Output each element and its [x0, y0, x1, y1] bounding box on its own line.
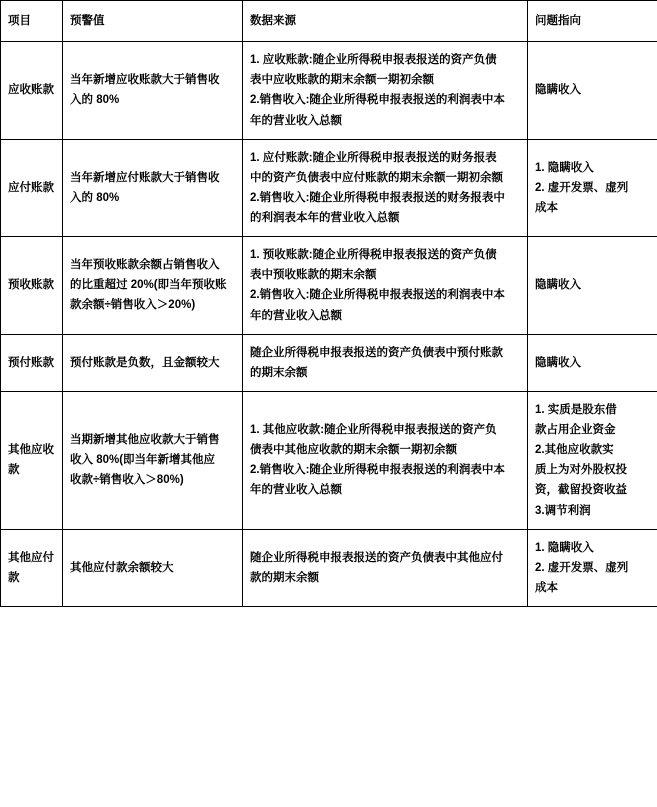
text-line: 其他应付款余额较大: [70, 561, 174, 574]
text-line: 2.销售收入:随企业所得税申报表报送的利润表中本: [250, 464, 505, 477]
cell-source: [243, 334, 528, 391]
text-line: 年的营业收入总额: [250, 484, 342, 497]
text-line: 2. 虚开发票、虚列: [535, 561, 629, 574]
text-line: 年的营业收入总额: [250, 309, 342, 322]
text-line: 的期末余额: [250, 366, 308, 379]
text-line: 当年新增应付账款大于销售收: [70, 171, 220, 184]
text-line: 成本: [535, 581, 558, 594]
cell-threshold: [63, 529, 243, 606]
cell-item: 应付账款: [1, 139, 63, 237]
cell-source: [243, 42, 528, 140]
header-threshold: 预警值: [63, 1, 243, 42]
text-line: 隐瞒收入: [535, 84, 581, 97]
table-row: [1, 391, 657, 529]
text-line: 中的资产负债表中应付账款的期末余额一期初余额: [250, 171, 503, 184]
cell-item: 应收账款: [1, 42, 63, 140]
cell-item: 预收账款: [1, 237, 63, 335]
text-line: 2.销售收入:随企业所得税申报表报送的利润表中本: [250, 289, 505, 302]
text-line: 2. 虚开发票、虚列: [535, 181, 629, 194]
cell-issue: [528, 139, 657, 237]
text-line: 3.调节利润: [535, 504, 591, 517]
cell-issue: [528, 334, 657, 391]
cell-threshold: [63, 334, 243, 391]
text-line: 资，截留投资收益: [535, 484, 627, 497]
table-row: [1, 529, 657, 606]
cell-source: [243, 139, 528, 237]
text-line: 当年新增应收账款大于销售收: [70, 74, 220, 87]
table-row: [1, 139, 657, 237]
text-line: 债表中其他应收款的期末余额一期初余额: [250, 444, 457, 457]
text-line: 随企业所得税申报表报送的资产负债表中预付账款: [250, 346, 503, 359]
header-issue: 问题指向: [528, 1, 657, 42]
cell-item: 其他应收款: [1, 391, 63, 529]
text-line: 收入 80%(即当年新增其他应: [70, 454, 216, 467]
cell-source: [243, 529, 528, 606]
table-body: [1, 42, 657, 607]
cell-threshold: [63, 391, 243, 529]
text-line: 隐瞒收入: [535, 279, 581, 292]
text-line: 当期新增其他应收款大于销售: [70, 434, 220, 447]
cell-item: 预付账款: [1, 334, 63, 391]
text-line: 1. 其他应收款:随企业所得税申报表报送的资产负: [250, 424, 497, 436]
text-line: 2.销售收入:随企业所得税申报表报送的财务报表中: [250, 191, 505, 204]
text-line: 款余额÷销售收入＞20%): [70, 299, 196, 312]
text-line: 质上为对外股权投: [535, 464, 627, 477]
cell-issue: [528, 529, 657, 606]
text-line: 的比重超过 20%(即当年预收账: [70, 279, 227, 292]
cell-threshold: [63, 42, 243, 140]
header-source: 数据来源: [243, 1, 528, 42]
cell-source: [243, 237, 528, 335]
text-line: 年的营业收入总额: [250, 114, 342, 127]
text-line: 收款÷销售收入＞80%): [70, 474, 184, 487]
text-line: 入的 80%: [70, 94, 120, 107]
table-row: [1, 237, 657, 335]
table-row: [1, 42, 657, 140]
text-line: 款占用企业资金: [535, 424, 616, 436]
text-line: 预付账款是负数，且金额较大: [70, 356, 220, 369]
cell-issue: [528, 42, 657, 140]
text-line: 1. 应收账款:随企业所得税申报表报送的资产负债: [250, 54, 497, 67]
cell-threshold: [63, 139, 243, 237]
text-line: 的利润表本年的营业收入总额: [250, 212, 400, 224]
text-line: 2.其他应收款实: [535, 444, 614, 457]
cell-item: 其他应付款: [1, 529, 63, 606]
text-line: 款的期末余额: [250, 571, 319, 584]
text-line: 1. 隐瞒收入: [535, 541, 594, 554]
text-line: 当年预收账款余额占销售收入: [70, 259, 220, 272]
text-line: 1. 应付账款:随企业所得税申报表报送的财务报表: [250, 151, 497, 164]
text-line: 2.销售收入:随企业所得税申报表报送的利润表中本: [250, 94, 505, 107]
cell-source: [243, 391, 528, 529]
table-header-row: [1, 1, 657, 42]
text-line: 成本: [535, 201, 558, 214]
text-line: 1. 实质是股东借: [535, 403, 617, 416]
text-line: 表中应收账款的期末余额一期初余额: [250, 74, 434, 87]
text-line: 1. 隐瞒收入: [535, 161, 594, 174]
text-line: 入的 80%: [70, 191, 120, 204]
header-item: 项目: [1, 1, 63, 42]
text-line: 隐瞒收入: [535, 356, 581, 369]
cell-threshold: [63, 237, 243, 335]
table-row: [1, 334, 657, 391]
text-line: 随企业所得税申报表报送的资产负债表中其他应付: [250, 551, 503, 564]
text-line: 表中预收账款的期末余额: [250, 269, 377, 282]
cell-issue: [528, 391, 657, 529]
text-line: 1. 预收账款:随企业所得税申报表报送的资产负债: [250, 249, 497, 262]
cell-issue: [528, 237, 657, 335]
